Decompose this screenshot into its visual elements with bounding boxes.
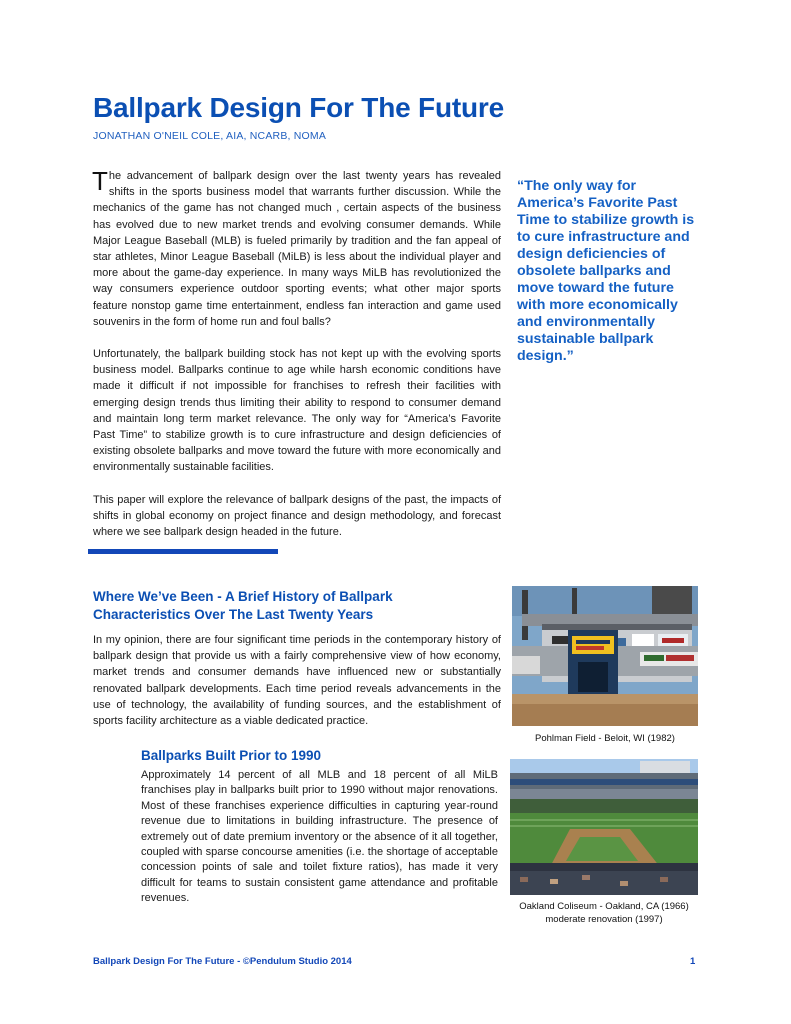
section-divider — [88, 549, 278, 554]
intro-column — [93, 168, 501, 556]
pohlman-field-caption: Pohlman Field - Beloit, WI (1982) — [535, 733, 675, 744]
pull-quote: “The only way for America’s Favorite Past Time to stabilize growth is to cure infrastructure and design deficiencies of obsolete ballparks and move toward the future with more economically and environmentally sustainable ballpark design.” — [517, 178, 695, 364]
page-number: 1 — [690, 956, 696, 967]
author-byline: JONATHAN O'NEIL COLE, AIA, NCARB, NOMA — [93, 130, 327, 142]
intro-paragraph-1 — [93, 168, 501, 330]
subsection-paragraph-1: Approximately 14 percent of all MLB and 18 percent of all MiLB franchises play in ballparks built prior to 1990 without major renovations. Most of these franchises experience difficulties in capturing year-round revenue due to limitations in building infrastructure. The presence of extremely out of date premium inventory or the absence of it all together, coupled with sparse concourse amenities (i.e. the shortage of acceptable concession points of sale and toilet fixture ratios), has made it very difficult for teams to sustain consistent game attendance and profitable revenues. — [141, 769, 498, 905]
oakland-coliseum-image — [510, 759, 698, 895]
section-paragraph-1: In my opinion, there are four significant time periods in the contemporary history of ballpark design that provide us with a fairly comprehensive view of how economy, market trends and consumer demands have influenced new or substantially renovated ballpark developments. Each time period reveals advancements in the use of technology, the availability of funding sources, and the establishment of sports facility architecture as a viable dedicated practice. — [93, 634, 501, 728]
intro-paragraph-1-text: he advancement of ballpark design over the last twenty years has revealed shifts in the sports business model that warrants further discussion. While the mechanics of the game has not changed much , certain aspects of the business has evolved due to new market trends and evolving consumer demands. While Major League Baseball (MLB) is fueled primarily by tradition and the fan appeal of star athletes, Minor League Baseball (MiLB) is less about the individual player and more about the game-day experience. In many ways MiLB has revolutionized the way consumers experience outdoor sporting events; what other major sports feature nonstop game time entertainment, endless fan interaction and game used souvenirs in the form of home run and foul balls? — [93, 170, 501, 328]
oakland-coliseum-caption — [498, 900, 710, 926]
footer-text: Ballpark Design For The Future - ©Pendulum Studio 2014 — [93, 956, 352, 967]
oakland-caption-line-2: moderate renovation (1997) — [545, 914, 663, 925]
pohlman-field-image — [512, 586, 698, 726]
section-heading: Where We’ve Been - A Brief History of Ballpark Characteristics Over The Last Twenty Years — [93, 589, 393, 622]
oakland-coliseum-photo — [510, 759, 698, 895]
drop-cap: T — [92, 166, 108, 196]
pohlman-field-photo — [512, 586, 698, 726]
intro-paragraph-2: Unfortunately, the ballpark building stock has not kept up with the evolving sports business model. Ballparks continue to age while harsh economic conditions have made it difficult if not impossible for franchises to refresh their facilities with emerging design trends thus limiting their ability to respond to consumer demand and maintain long term market relevance. The only way for “America’s Favorite Past Time” to stabilize growth is to cure infrastructure and design deficiencies of existing obsolete ballparks and move toward the future with more economically and environmentally sustainable facilities. — [93, 348, 501, 474]
intro-paragraph-3: This paper will explore the relevance of ballpark designs of the past, the impacts of shifts in global economy on project finance and design methodology, and forecast where we see ballpark design headed in the future. — [93, 493, 501, 539]
page-title: Ballpark Design For The Future — [93, 92, 504, 123]
subsection-heading: Ballparks Built Prior to 1990 — [141, 748, 322, 763]
oakland-caption-line-1: Oakland Coliseum - Oakland, CA (1966) — [519, 901, 689, 912]
